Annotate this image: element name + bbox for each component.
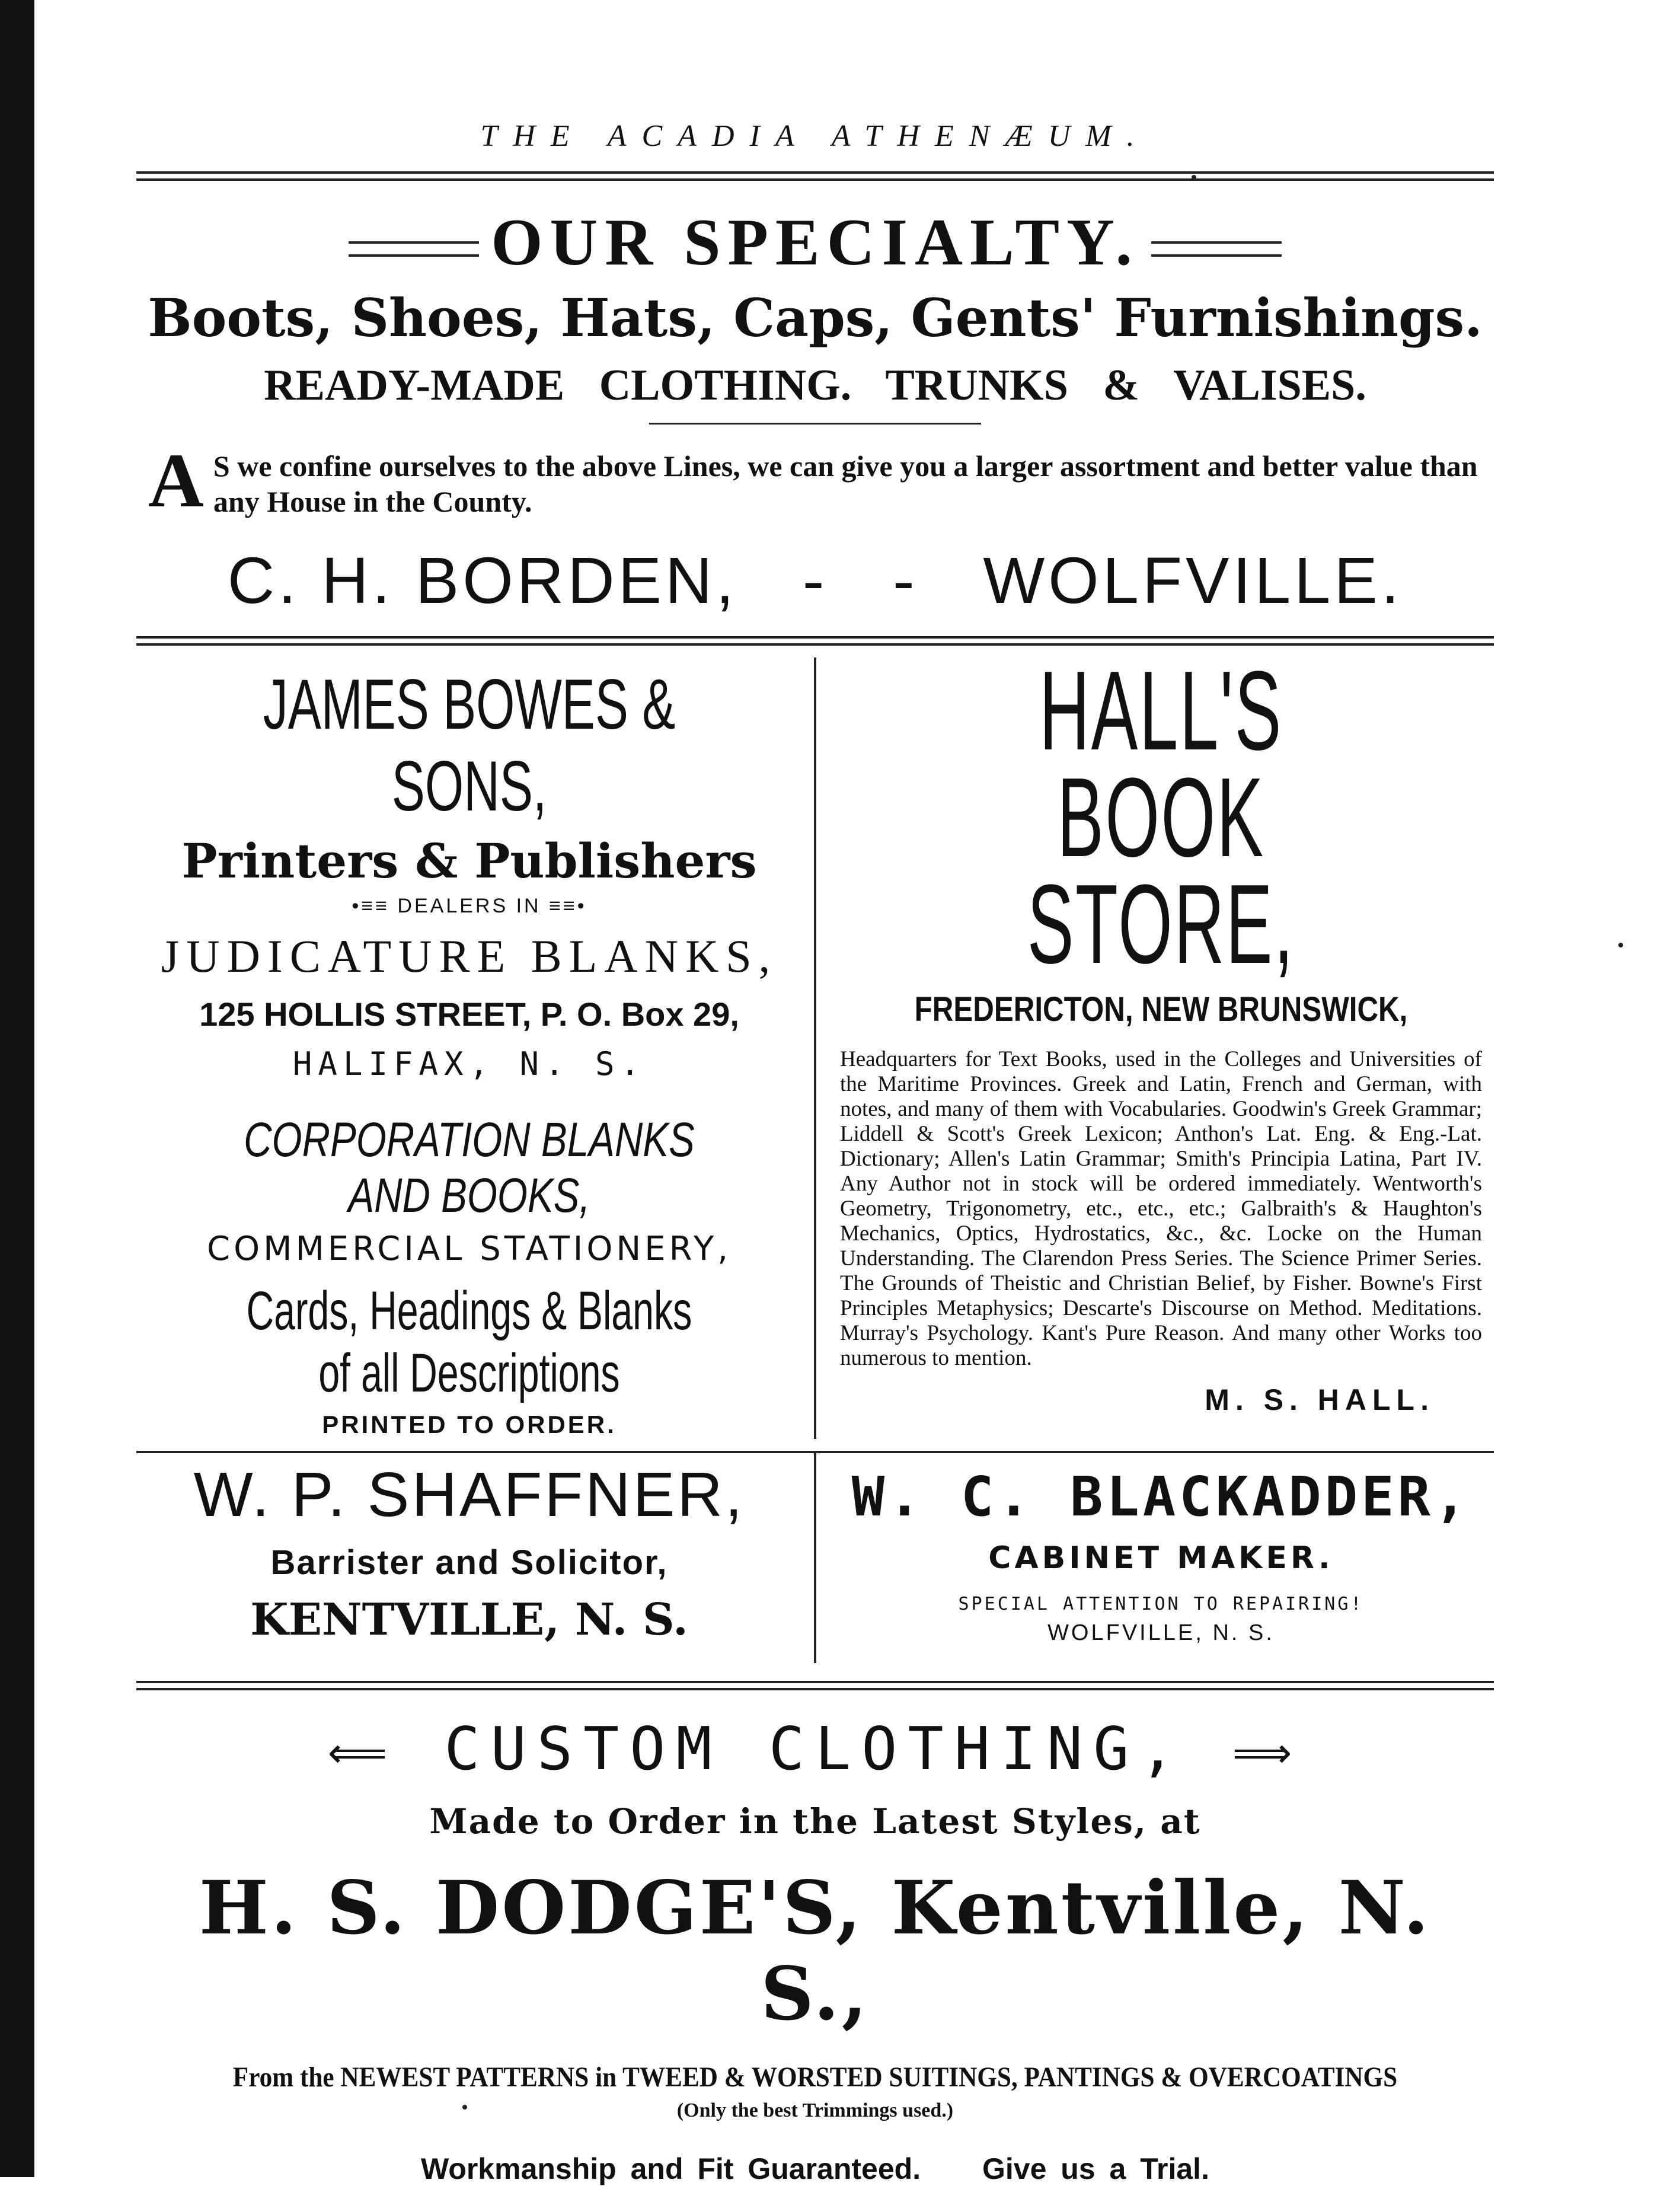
shaffner-name: W. P. SHAFFNER, [193,1460,745,1530]
page-spine-edge [0,0,34,2177]
bowes-address: 125 HOLLIS STREET, P. O. Box 29, [199,995,739,1033]
print-speck [1618,943,1623,947]
trunks-text: TRUNKS & VALISES. [885,361,1366,410]
drop-cap: A [148,438,204,524]
bowes-name: JAMES BOWES & SONS, [263,665,676,826]
intro-paragraph [148,438,1482,524]
shaffner-town: KENTVILLE, N. S. [250,1594,688,1645]
hall-body-text: Headquarters for Text Books, used in the Colleges and Universities of the Maritime Provinces. Greek and Latin, French and German, with notes, and many of them with Vocabularies. Goodwin's Greek Grammar; Liddell & Scott's Greek Lexicon; Anthon's Lat. Eng. & Eng.-Lat. Dictionary; Allen's Latin Grammar; Smith's Principia Latina, Part IV. Any Author not in stock will be ordered immediately. Wentworth's Geometry, Trigonometry, etc., etc., etc.; Galbraith's & Haughton's Mechanics, Optics, Hydrostatics, &c., &c. Locke on the Human Understanding. The Clarendon Press Series. The Science Primer Series. The Grounds of Theistic and Christian Belief, by Fisher. Bowne's First Principles Metaphysics; Descarte's Discourse on Method. Meditations. Murray's Psychology. Kant's Pure Reason. And many other Works too numerous to mention. [840,1047,1482,1370]
dodge-patterns: From the NEWEST PATTERNS in TWEED & WORSTED SUITINGS, PANTINGS & OVERCOATINGS [232,2061,1398,2093]
blackadder-trade: CABINET MAKER. [988,1540,1334,1576]
dodge-name: H. S. DODGE'S, Kentville, N. S., [199,1865,1432,2037]
shaffner-title: Barrister and Solicitor, [270,1543,668,1582]
arrow-left-icon: ⟸ [327,1728,398,1777]
made-to-order: Made to Order in the Latest Styles, at [429,1801,1201,1842]
ornament-dash [349,241,479,257]
double-rule [136,1681,1494,1690]
shaffner-advertisement [136,1451,816,1663]
ornament-dash: •≡≡ [352,895,398,917]
clothing-line [136,360,1494,411]
intro-text: S we confine ourselves to the above Lines, we can give you a larger assortment and better value than any House in the County. [213,449,1478,518]
ornament-dash [1151,241,1282,257]
commercial-stationery: COMMERCIAL STATIONERY, [206,1230,732,1268]
workmanship-text: Workmanship and Fit Guaranteed. [421,2152,921,2185]
journal-title: THE ACADIA ATHENÆUM. [480,119,1150,153]
borden-advertisement [136,205,1494,618]
specialty-text: OUR SPECIALTY. [491,206,1139,279]
custom-clothing-headline [136,1714,1494,1783]
short-rule [649,423,981,425]
two-column-ads [136,648,1494,1439]
dealers-text: DEALERS IN [397,895,541,917]
printed-to-order: PRINTED TO ORDER. [322,1410,617,1438]
hall-advertisement [816,648,1494,1439]
dodge-advertisement [136,1714,1494,2186]
double-rule [136,636,1494,646]
cards-headings: Cards, Headings & Blanks of all Descriptions [246,1281,692,1403]
ready-made-text: READY-MADE CLOTHING. [264,361,852,410]
specialty-headline [136,205,1494,281]
custom-clothing-text: CUSTOM CLOTHING, [444,1714,1186,1783]
dodge-guarantee [136,2152,1494,2186]
corporation-blanks: CORPORATION BLANKS AND BOOKS, [244,1113,695,1223]
dodge-trimmings: (Only the best Trimmings used.) [676,2099,954,2121]
ornament-dash: ≡≡• [541,895,587,917]
trial-text: Give us a Trial. [982,2152,1209,2185]
borden-signature: C. H. BORDEN, - - WOLFVILLE. [227,544,1403,617]
advertisement-page [136,101,1494,2186]
blackadder-advertisement [816,1451,1494,1663]
bowes-advertisement [136,658,816,1439]
dealers-label [136,895,802,918]
hall-book-store-title: HALL'S BOOK STORE, [1027,648,1295,987]
blackadder-name: W. C. BLACKADDER, [851,1465,1471,1528]
double-rule [136,171,1494,181]
two-column-ads-lower [136,1451,1494,1663]
bowes-trade: Printers & Publishers [181,833,757,889]
arrow-right-icon: ⟹ [1232,1728,1303,1777]
blackadder-town: WOLFVILLE, N. S. [1047,1620,1275,1645]
judicature-blanks: JUDICATURE BLANKS, [161,930,778,982]
bowes-city: HALIFAX, N. S. [292,1045,646,1083]
hall-location: FREDERICTON, NEW BRUNSWICK, [914,990,1408,1029]
hall-signature: M. S. HALL. [1205,1383,1435,1416]
goods-list: Boots, Shoes, Hats, Caps, Gents' Furnishings. [148,287,1483,349]
blackadder-special: SPECIAL ATTENTION TO REPAIRING! [958,1594,1364,1614]
